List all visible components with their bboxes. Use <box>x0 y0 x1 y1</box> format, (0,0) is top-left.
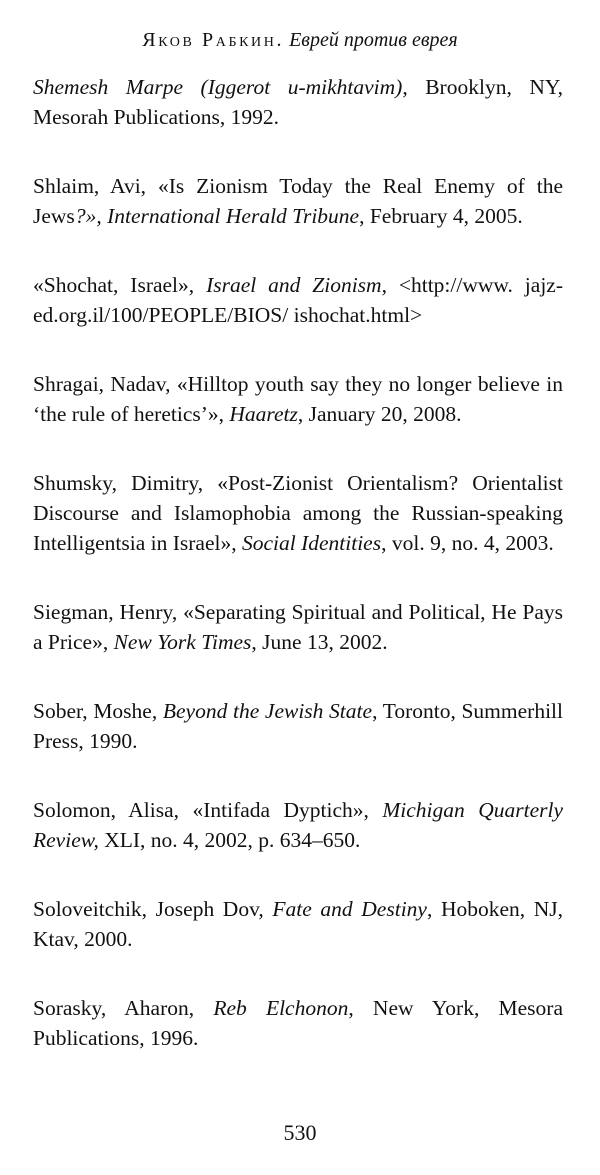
entry-part: Israel and Zionism <box>206 273 382 297</box>
entry-part: Reb Elchonon <box>213 996 349 1020</box>
entry-part: Fate and Destiny <box>272 897 427 921</box>
entry-part: Shemesh Marpe (Iggerot u-mikhtavim), <box>33 75 408 99</box>
running-head-title: Еврей против еврея <box>289 29 458 51</box>
bibliography-entry <box>33 369 563 429</box>
entry-part: , Toronto, Summerhill Press, 1990. <box>33 699 564 753</box>
entry-part: New York Times <box>113 630 252 654</box>
running-head <box>0 28 600 52</box>
running-head-author: Яков Рабкин. <box>142 29 285 51</box>
entry-part: , January 20, 2008. <box>297 402 462 426</box>
bibliography-list <box>33 72 563 1053</box>
bibliography-entry <box>33 993 563 1053</box>
entry-part: Brooklyn, NY, Mesorah Publications, 1992. <box>33 75 563 129</box>
entry-part: Soloveitchik, Joseph Dov, <box>33 897 273 921</box>
entry-part: Haaretz <box>229 402 298 426</box>
entry-part: , June 13, 2002. <box>251 630 388 654</box>
bibliography-entry <box>33 696 563 756</box>
entry-part: XLI, no. 4, 2002, p. 634–650. <box>98 828 361 852</box>
entry-part: Shlaim, Avi, «Is Zionism Today the Real Enemy of the Jews <box>33 174 563 228</box>
entry-part: , New York, Mesora Publications, 1996. <box>33 996 564 1050</box>
entry-part: , vol. 9, no. 4, 2003. <box>381 531 554 555</box>
page-number: 530 <box>283 1120 317 1145</box>
bibliography-entry <box>33 72 563 132</box>
entry-part: ?», International Herald Tribune <box>74 204 360 228</box>
entry-part: Beyond the Jewish State <box>162 699 373 723</box>
bibliography-entry <box>33 468 563 558</box>
entry-part: Siegman, Henry, «Separating Spiritual and Political, He Pays a Price», <box>33 600 563 654</box>
bibliography-entry <box>33 894 563 954</box>
bibliography-entry <box>33 795 563 855</box>
bibliography-entry <box>33 270 563 330</box>
entry-part: Sorasky, Aharon, <box>33 996 214 1020</box>
entry-part: Solomon, Alisa, «Intifada Dyptich», <box>33 798 383 822</box>
entry-part: Shumsky, Dimitry, «Post-Zionist Orientalism? Orientalist Discourse and Islamophobia among the Russian-speaking Intelligentsia in Israel», <box>33 471 563 555</box>
entry-part: , February 4, 2005. <box>359 204 523 228</box>
bibliography-entry <box>33 597 563 657</box>
entry-part: Sober, Moshe, <box>33 699 163 723</box>
bibliography-entry <box>33 171 563 231</box>
entry-part: , <http://www. jajz-ed.org.il/100/PEOPLE/BIOS/ ishochat.html> <box>33 273 563 327</box>
entry-part: , Hoboken, NJ, Ktav, 2000. <box>33 897 564 951</box>
entry-part: Michigan Quarterly Review, <box>33 798 563 852</box>
entry-part: Social Identities <box>241 531 382 555</box>
entry-part: «Shochat, Israel», <box>33 273 207 297</box>
entry-part: Shragai, Nadav, «Hilltop youth say they no longer believe in ‘the rule of heretics’», <box>33 372 563 426</box>
